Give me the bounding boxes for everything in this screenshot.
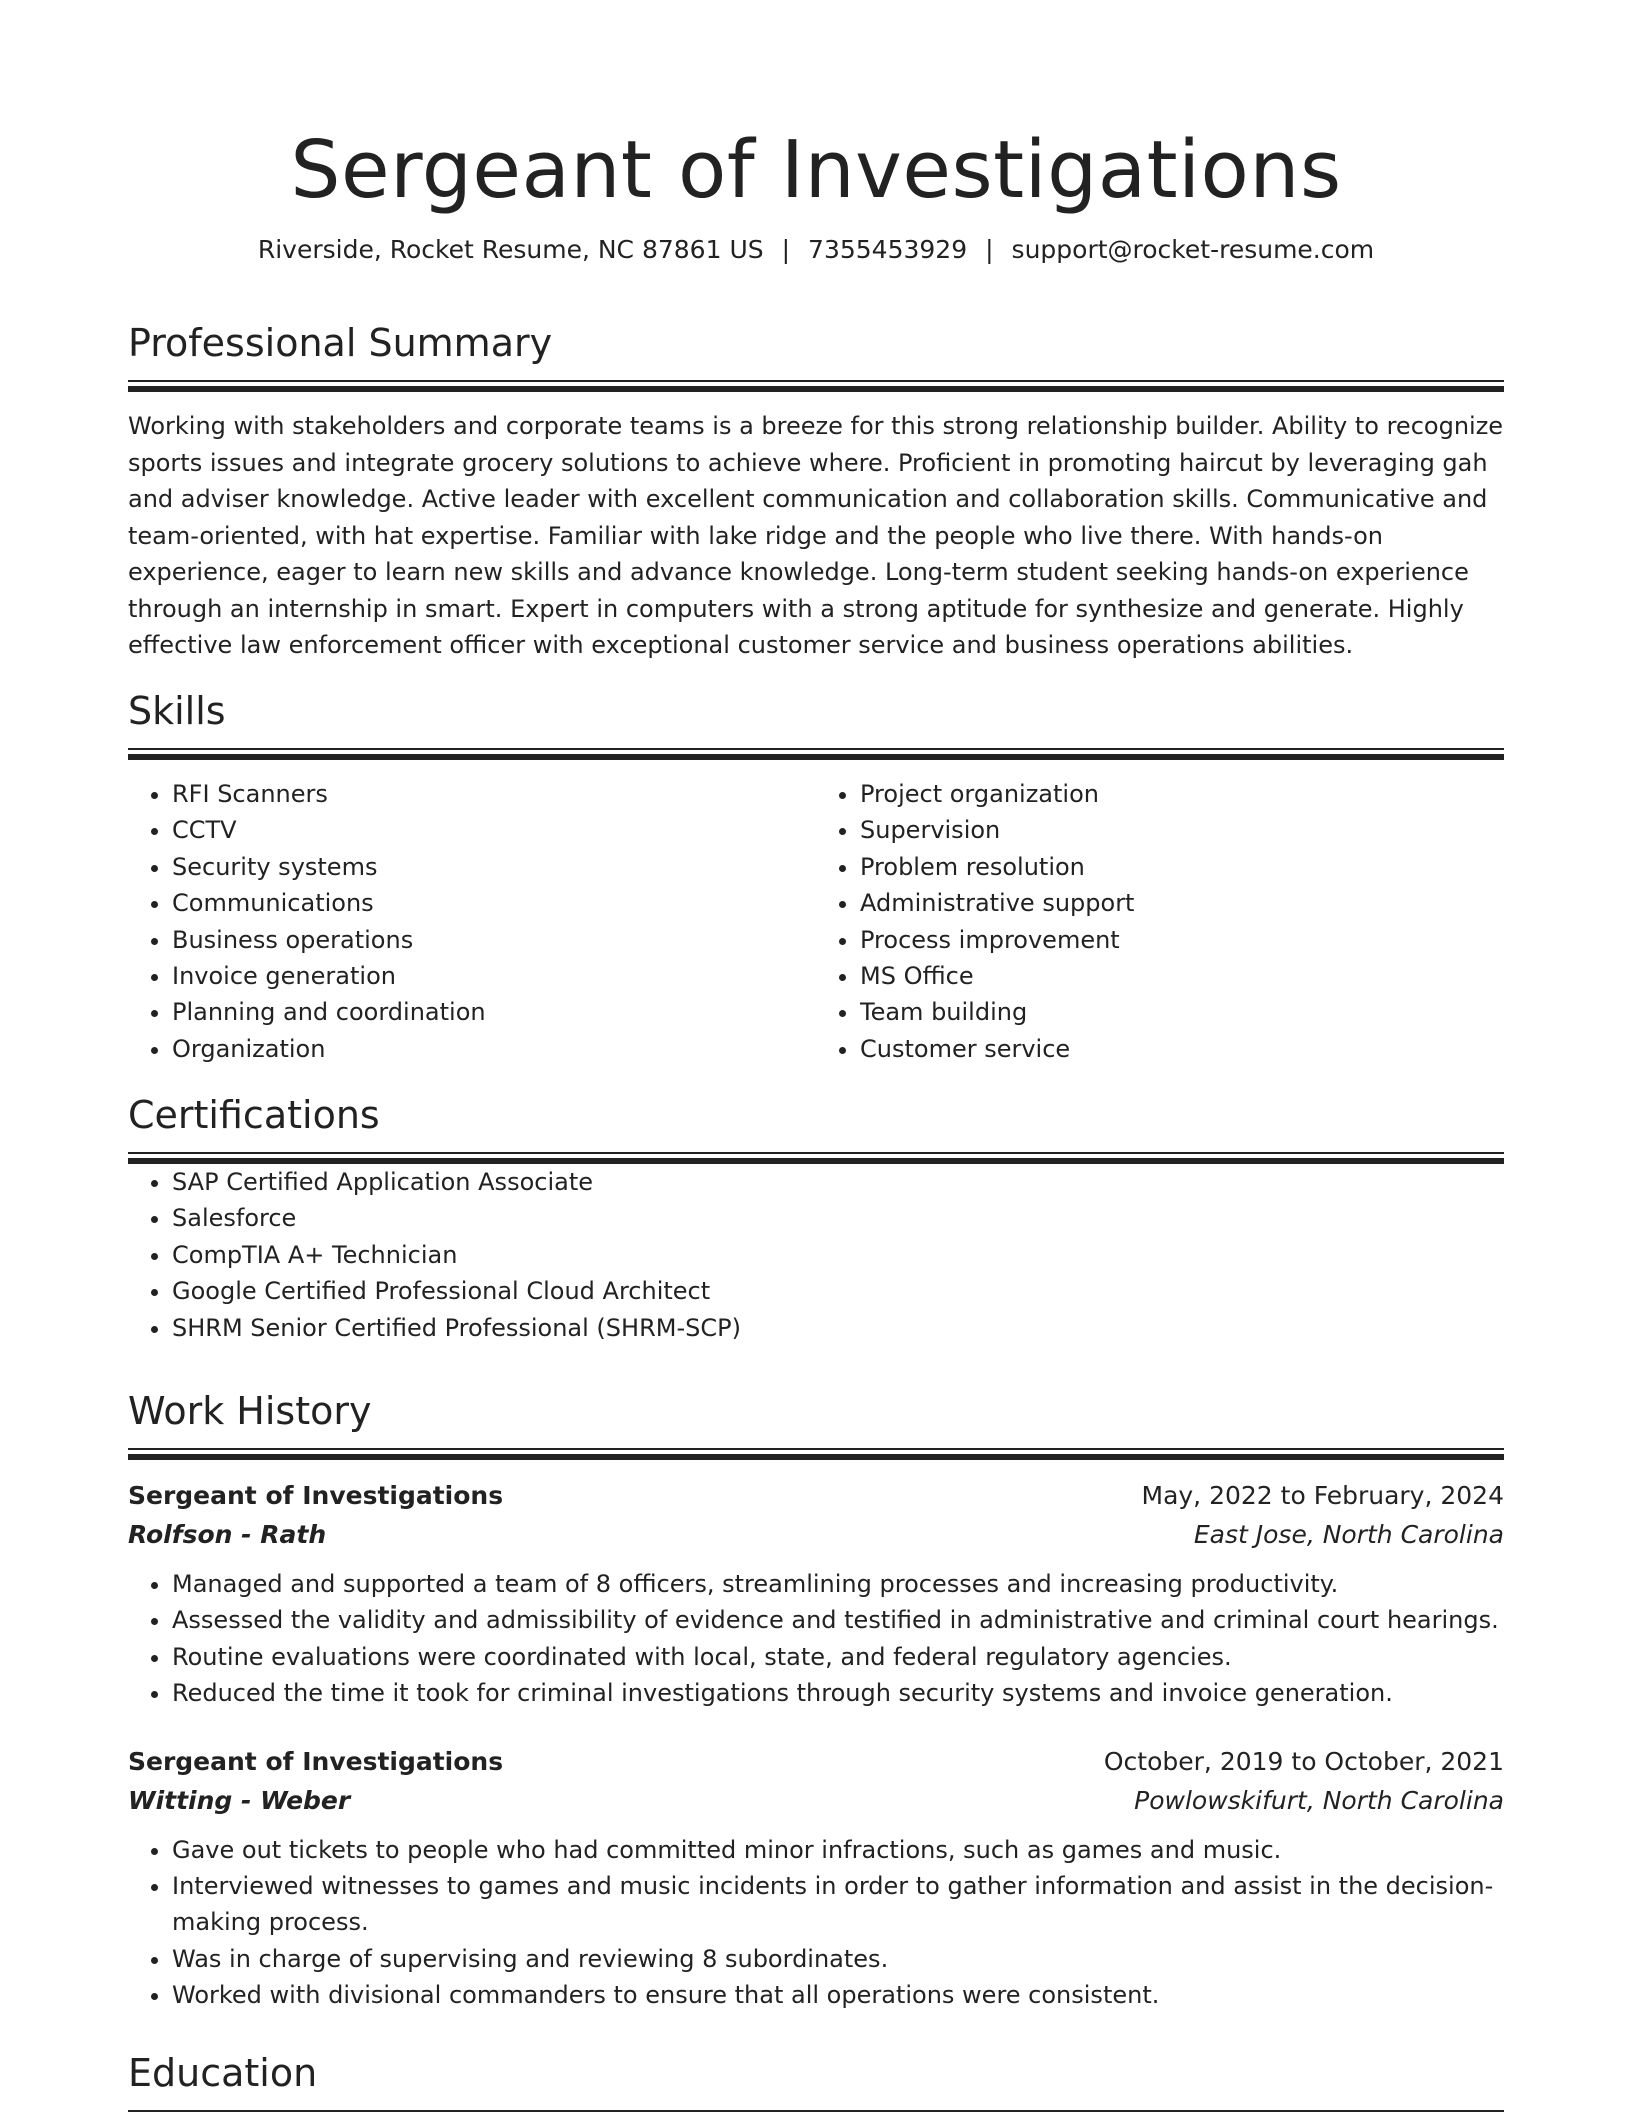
summary-section [128, 320, 1504, 688]
skill-item: • Supervision [860, 812, 1504, 848]
job-entry [128, 1476, 1504, 1712]
job-bullet: • Routine evaluations were coordinated with local, state, and federal regulatory agencies. [172, 1639, 1504, 1675]
contact-email: support@rocket-resume.com [1011, 235, 1375, 264]
skill-item: • Project organization [860, 776, 1504, 812]
skill-item: • Business operations [172, 922, 816, 958]
job-location: East Jose, North Carolina [1193, 1520, 1504, 1549]
skill-item: • Problem resolution [860, 849, 1504, 885]
skills-list-left [128, 776, 816, 1067]
work-history-section [128, 1388, 1504, 2014]
certifications-section [128, 1092, 1504, 1346]
job-title: Sergeant of Investigations [128, 1746, 504, 1776]
job-location: Powlowskifurt, North Carolina [1134, 1785, 1504, 1815]
skill-item: • Administrative support [860, 885, 1504, 921]
section-divider [128, 1152, 1504, 1164]
job-header [128, 1476, 1504, 1515]
skills-columns [128, 776, 1504, 1067]
job-bullets [128, 1566, 1504, 1712]
job-company: Witting - Weber [128, 1785, 351, 1815]
job-title: Sergeant of Investigations [128, 1481, 504, 1510]
certification-item: • SHRM Senior Certified Professional (SHRM-SCP) [172, 1310, 1504, 1346]
education-section [128, 2050, 1504, 2112]
contact-separator: | [781, 235, 791, 264]
skill-item: • Process improvement [860, 922, 1504, 958]
certifications-list [128, 1164, 1504, 1346]
job-header [128, 1742, 1504, 1781]
job-company: Rolfson - Rath [128, 1520, 327, 1549]
certification-item: • Salesforce [172, 1200, 1504, 1236]
section-title-work-history: Work History [128, 1389, 372, 1433]
job-bullets [128, 1832, 1504, 2014]
skill-item: • Organization [172, 1031, 816, 1067]
skills-section [128, 688, 1504, 1067]
section-divider [128, 748, 1504, 760]
job-dates: October, 2019 to October, 2021 [1103, 1746, 1504, 1776]
skill-item: • Invoice generation [172, 958, 816, 994]
contact-separator: | [985, 235, 994, 264]
contact-location: Riverside, Rocket Resume, NC 87861 US [257, 235, 764, 264]
job-bullet: • Assessed the validity and admissibility of evidence and testified in administrative and criminal court hearings. [172, 1602, 1504, 1638]
skill-item: • Communications [172, 885, 816, 921]
skill-item: • Security systems [172, 849, 816, 885]
skills-list-right [816, 776, 1504, 1067]
job-bullet: • Gave out tickets to people who had committed minor infractions, such as games and music. [172, 1832, 1504, 1868]
job-bullet: • Worked with divisional commanders to ensure that all operations were consistent. [172, 1977, 1504, 2013]
candidate-name: Sergeant of Investigations [290, 124, 1342, 216]
certification-item: • SAP Certified Application Associate [172, 1164, 1504, 1200]
skill-item: • Team building [860, 994, 1504, 1030]
job-bullet: • Interviewed witnesses to games and music incidents in order to gather information and assist in the decision-making process. [172, 1868, 1504, 1941]
certification-item: • Google Certified Professional Cloud Architect [172, 1273, 1504, 1309]
job-dates: May, 2022 to February, 2024 [1141, 1481, 1504, 1510]
skill-item: • Planning and coordination [172, 994, 816, 1030]
section-title-skills: Skills [128, 689, 226, 733]
contact-line [128, 234, 1504, 266]
section-title-summary: Professional Summary [128, 321, 553, 365]
job-subheader [128, 1515, 1504, 1554]
skill-item: • RFI Scanners [172, 776, 816, 812]
section-title-education: Education [128, 2051, 318, 2095]
job-bullet: • Managed and supported a team of 8 officers, streamlining processes and increasing productivity. [172, 1566, 1504, 1602]
job-bullet: • Reduced the time it took for criminal investigations through security systems and invoice generation. [172, 1675, 1504, 1711]
job-entry [128, 1742, 1504, 2014]
contact-phone: 7355453929 [808, 235, 968, 264]
section-divider [128, 380, 1504, 392]
job-bullet: • Was in charge of supervising and reviewing 8 subordinates. [172, 1941, 1504, 1977]
summary-text: Working with stakeholders and corporate teams is a breeze for this strong relationship builder. Ability to recognize sports issues and integrate grocery solutions to achieve where. Proficient in promoting haircut by leveraging gah and adviser knowledge. Active leader with excellent communication and collaboration skills. Communicative and team-oriented, with hat expertise. Familiar with lake ridge and the people who live there. With hands-on experience, eager to learn new skills and advance knowledge. Long-term student seeking hands-on experience through an internship in smart. Expert in computers with a strong aptitude for synthesize and generate. Highly effective law enforcement officer with exceptional customer service and business operations abilities. [128, 412, 1504, 659]
job-subheader [128, 1781, 1504, 1820]
section-divider [128, 1448, 1504, 1460]
skills-column-right [816, 776, 1504, 1067]
certification-item: • CompTIA A+ Technician [172, 1237, 1504, 1273]
skill-item: • CCTV [172, 812, 816, 848]
skills-column-left [128, 776, 816, 1067]
skill-item: • MS Office [860, 958, 1504, 994]
skill-item: • Customer service [860, 1031, 1504, 1067]
section-title-certifications: Certifications [128, 1093, 380, 1137]
